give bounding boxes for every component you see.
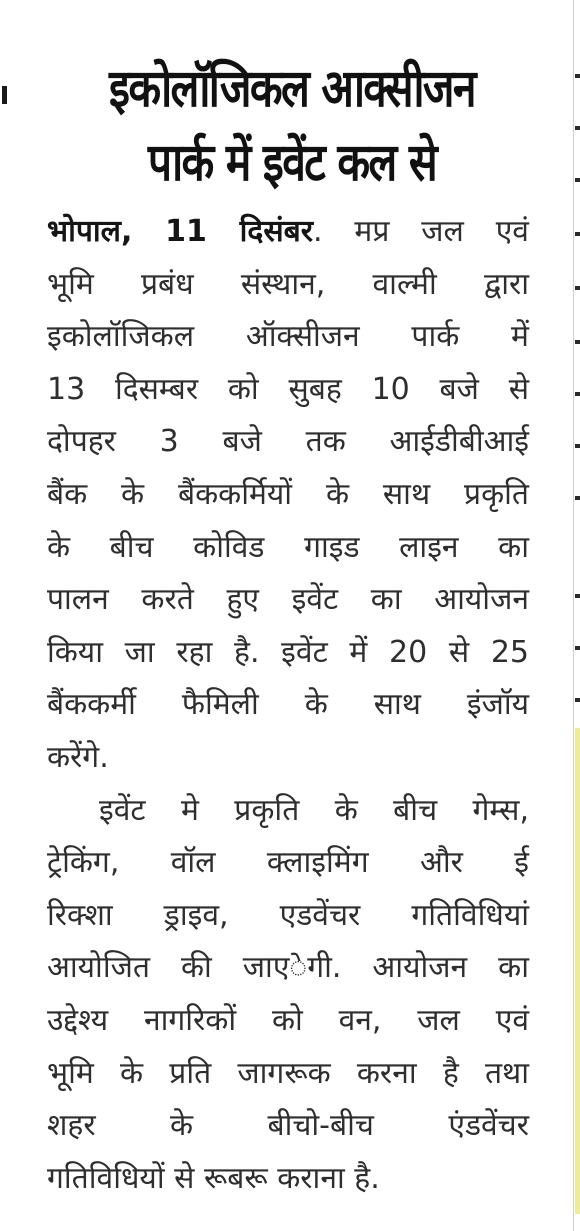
body-line: पालन करते हुए इवेंट का आयोजन xyxy=(47,582,529,618)
body-line xyxy=(47,206,529,259)
body-line: किया जा रहा है. इवेंट में 20 से 25 xyxy=(47,634,529,670)
body-text-segment: . मप्र जल एवं xyxy=(313,214,529,249)
body-line: उद्देश्य नागरिकों को वन, जल एवं xyxy=(47,1002,529,1038)
adjacent-column-fragment xyxy=(2,86,7,104)
body-line: दोपहर 3 बजे तक आईडीबीआई xyxy=(47,424,529,460)
adjacent-text-fragment xyxy=(575,232,580,236)
body-line: भूमि के प्रति जागरूक करना है तथा xyxy=(47,1055,529,1091)
body-line: इवेंट मे प्रकृति के बीच गेम्स, xyxy=(99,792,529,828)
adjacent-text-fragment xyxy=(575,392,580,396)
body-line: बैंक के बैंककर्मियों के साथ प्रकृति xyxy=(47,476,529,512)
body-line: गतिविधियों से रूबरू कराना है. xyxy=(47,1160,380,1196)
adjacent-column-highlight xyxy=(575,728,580,1214)
body-line: इकोलॉजिकल ऑक्सीजन पार्क में xyxy=(47,319,529,355)
adjacent-text-fragment xyxy=(575,698,580,702)
headline-line-2: पार्क में इवेंट कल से xyxy=(147,133,437,193)
adjacent-text-fragment xyxy=(575,444,580,448)
adjacent-text-fragment xyxy=(575,340,580,344)
adjacent-text-fragment xyxy=(575,286,580,290)
body-line: के बीच कोविड गाइड लाइन का xyxy=(47,529,529,565)
adjacent-text-fragment xyxy=(575,496,580,500)
body-line: भूमि प्रबंध संस्थान, वाल्मी द्वारा xyxy=(47,266,529,302)
adjacent-text-fragment xyxy=(575,646,580,650)
body-line: शहर के बीचो-बीच एंडवेंचर xyxy=(47,1108,529,1144)
adjacent-text-fragment xyxy=(575,74,580,78)
body-line: बैंककर्मी फैमिली के साथ इंजॉय xyxy=(47,687,529,723)
adjacent-text-fragment xyxy=(575,178,580,182)
body-line: ट्रेकिंग, वॉल क्लाइमिंग और ई xyxy=(47,845,529,881)
column-divider xyxy=(573,0,574,1231)
body-line: रिक्शा ड्राइव, एडवेंचर गतिविधियां xyxy=(47,897,529,933)
body-line: आयोजित की जाएेगी. आयोजन का xyxy=(47,950,529,986)
article-body xyxy=(47,206,529,1205)
headline-line-1: इकोलॉजिकल आक्सीजन xyxy=(109,59,475,119)
article-headline xyxy=(85,52,498,200)
body-line: 13 दिसम्बर को सुबह 10 बजे से xyxy=(47,371,529,407)
adjacent-text-fragment xyxy=(575,594,580,598)
body-line: करेंगे. xyxy=(47,739,109,775)
dateline: भोपाल, 11 दिसंबर xyxy=(47,214,314,249)
adjacent-text-fragment xyxy=(575,126,580,130)
